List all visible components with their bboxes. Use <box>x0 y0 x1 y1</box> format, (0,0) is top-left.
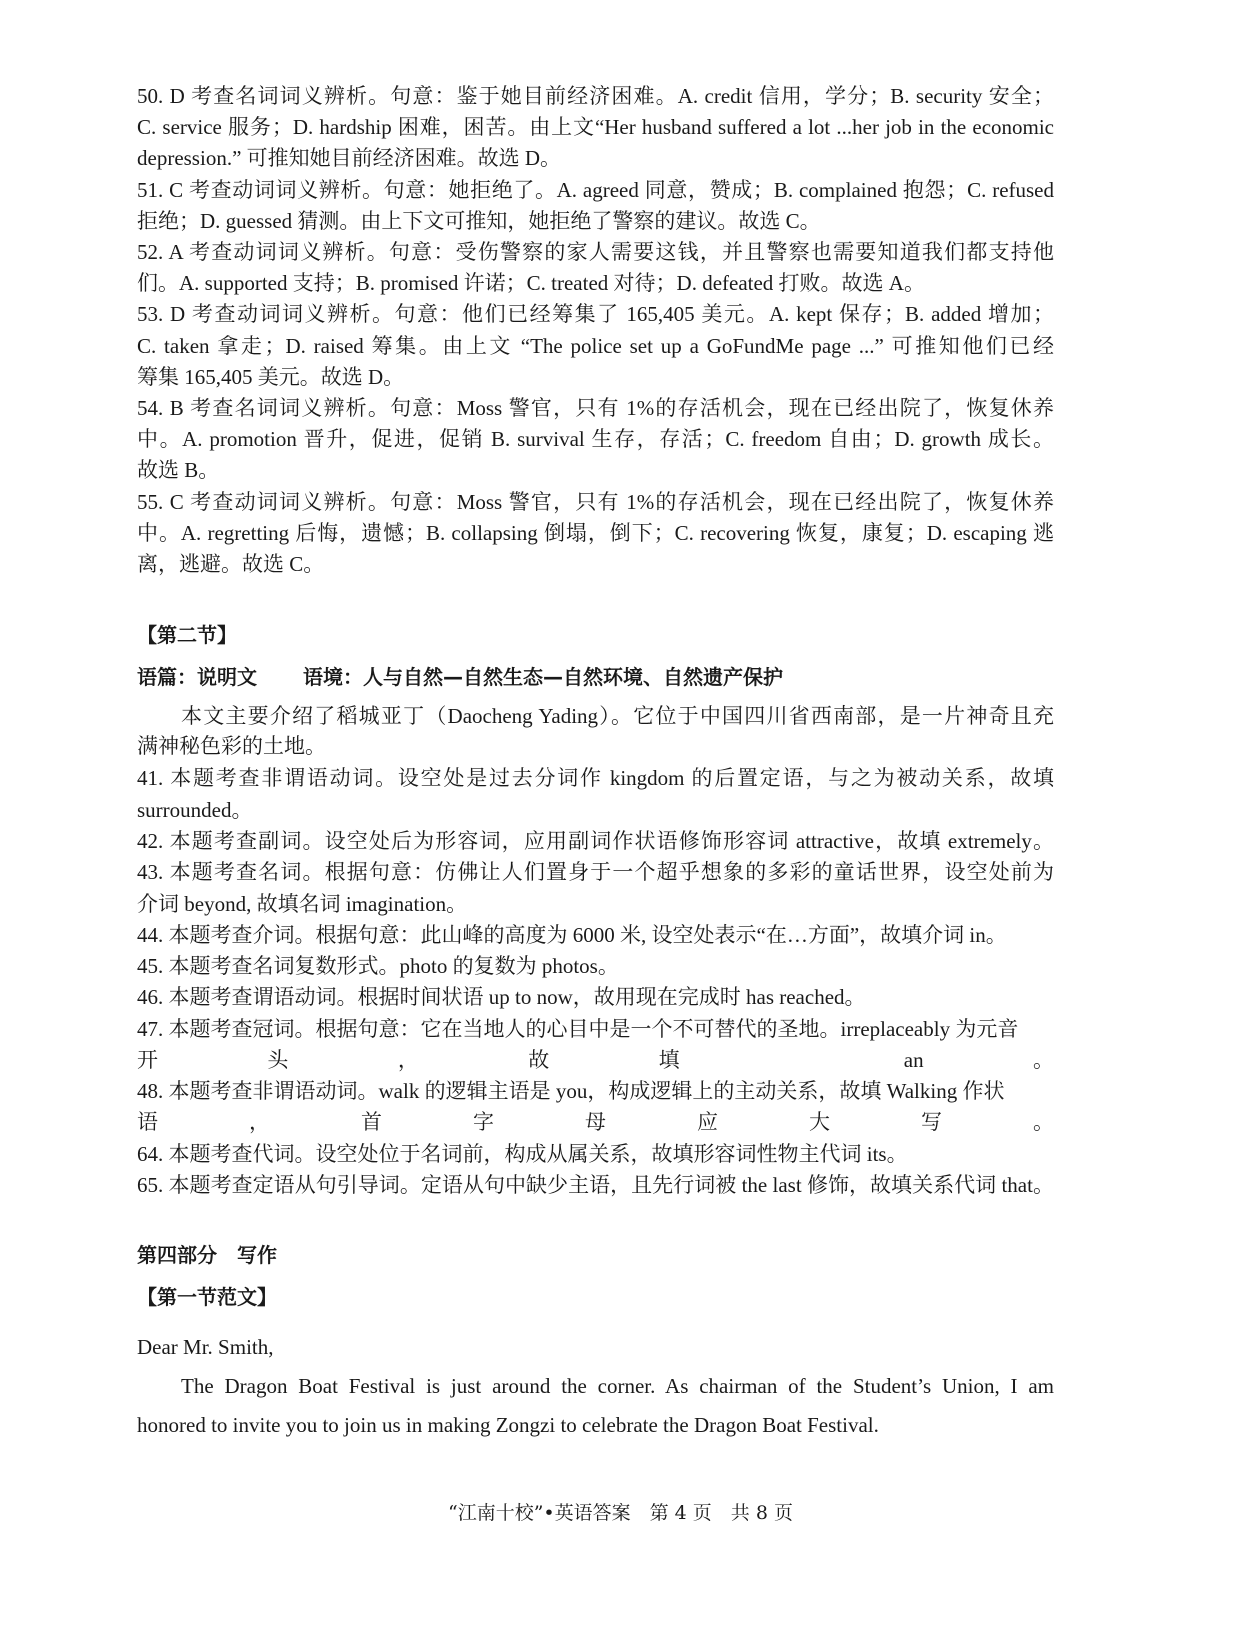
essay-line: honored to invite you to join us in making Zongzi to celebrate the Dragon Boat Festival. <box>137 1413 879 1437</box>
answer-43-line: 介词 beyond, 故填名词 imagination。 <box>137 892 468 916</box>
answer-43-line: 43. 本题考查名词。根据句意：仿佛让人们置身于一个超乎想象的多彩的童话世界，设空处前为 <box>137 860 1054 884</box>
answer-41-line: surrounded。 <box>137 798 253 822</box>
essay-heading: 【第一节范文】 <box>137 1285 277 1309</box>
genre-label: 语篇：说明文 <box>137 665 257 689</box>
answer-48-line: 语，首字母应大写。 <box>137 1110 1054 1134</box>
answer-47-line: 47. 本题考查冠词。根据句意：它在当地人的心目中是一个不可替代的圣地。irreplaceably 为元音 <box>137 1017 1019 1041</box>
summary-line: 满神秘色彩的土地。 <box>137 734 326 758</box>
answer-55-line: 离，逃避。故选 C。 <box>137 552 325 576</box>
essay-line: The Dragon Boat Festival is just around the corner. As chairman of the Student’s Union, I am <box>181 1374 1054 1398</box>
answer-52-line: 们。A. supported 支持；B. promised 许诺；C. treated 对待；D. defeated 打败。故选 A。 <box>137 271 925 295</box>
answer-64-line: 64. 本题考查代词。设空处位于名词前，构成从属关系，故填形容词性物主代词 its。 <box>137 1142 908 1166</box>
answer-46-line: 46. 本题考查谓语动词。根据时间状语 up to now，故用现在完成时 has reached。 <box>137 985 866 1009</box>
answer-42-line: 42. 本题考查副词。设空处后为形容词，应用副词作状语修饰形容词 attractive，故填 extremely。 <box>137 829 1054 853</box>
answer-50-line: depression.” 可推知她目前经济困难。故选 D。 <box>137 146 562 170</box>
page-footer: “江南十校”•英语答案 第 4 页 共 8 页 <box>448 1502 793 1524</box>
context-label: 语境：人与自然—自然生态—自然环境、自然遗产保护 <box>303 665 783 689</box>
part-heading: 第四部分 写作 <box>137 1243 277 1267</box>
answer-44-line: 44. 本题考查介词。根据句意：此山峰的高度为 6000 米, 设空处表示“在…方面”，故填介词 in。 <box>137 923 1007 947</box>
answer-50-line: 50. D 考查名词词义辨析。句意：鉴于她目前经济困难。A. credit 信用，学分；B. security 安全； <box>137 84 1054 108</box>
answer-53-line: 53. D 考查动词词义辨析。句意：他们已经筹集了 165,405 美元。A. kept 保存；B. added 增加； <box>137 302 1054 326</box>
answer-51-line: 拒绝；D. guessed 猜测。由上下文可推知，她拒绝了警察的建议。故选 C。 <box>137 209 821 233</box>
answer-54-line: 54. B 考查名词词义辨析。句意：Moss 警官，只有 1%的存活机会，现在已经出院了，恢复休养 <box>137 396 1054 420</box>
section-heading: 【第二节】 <box>137 623 237 647</box>
answer-54-line: 中。A. promotion 晋升，促进，促销 B. survival 生存，存活；C. freedom 自由；D. growth 成长。 <box>137 427 1054 451</box>
answer-41-line: 41. 本题考查非谓语动词。设空处是过去分词作 kingdom 的后置定语，与之为被动关系，故填 <box>137 766 1054 790</box>
answer-48-line: 48. 本题考查非谓语动词。walk 的逻辑主语是 you，构成逻辑上的主动关系，故填 Walking 作状 <box>137 1079 1005 1103</box>
answer-50-line: C. service 服务；D. hardship 困难，困苦。由上文“Her husband suffered a lot ...her job in the economic <box>137 115 1054 139</box>
answer-45-line: 45. 本题考查名词复数形式。photo 的复数为 photos。 <box>137 954 619 978</box>
answer-55-line: 55. C 考查动词词义辨析。句意：Moss 警官，只有 1%的存活机会，现在已经出院了，恢复休养 <box>137 490 1054 514</box>
answer-55-line: 中。A. regretting 后悔，遗憾；B. collapsing 倒塌，倒下；C. recovering 恢复，康复；D. escaping 逃 <box>137 521 1054 545</box>
genre-context-line <box>137 662 1054 693</box>
answer-65-line: 65. 本题考查定语从句引导词。定语从句中缺少主语，且先行词被 the last 修饰，故填关系代词 that。 <box>137 1173 1054 1197</box>
answer-53-line: C. taken 拿走；D. raised 筹集。由上文 “The police set up a GoFundMe page ...” 可推知他们已经 <box>137 334 1054 358</box>
answer-53-line: 筹集 165,405 美元。故选 D。 <box>137 365 405 389</box>
answer-51-line: 51. C 考查动词词义辨析。句意：她拒绝了。A. agreed 同意，赞成；B. complained 抱怨；C. refused <box>137 178 1054 202</box>
essay-salutation: Dear Mr. Smith, <box>137 1335 274 1359</box>
answer-52-line: 52. A 考查动词词义辨析。句意：受伤警察的家人需要这钱，并且警察也需要知道我们都支持他 <box>137 240 1054 264</box>
answer-54-line: 故选 B。 <box>137 458 220 482</box>
summary-line: 本文主要介绍了稻城亚丁（Daocheng Yading）。它位于中国四川省西南部，是一片神奇且充 <box>181 704 1054 728</box>
answer-47-line: 开头，故填 an。 <box>137 1048 1054 1072</box>
